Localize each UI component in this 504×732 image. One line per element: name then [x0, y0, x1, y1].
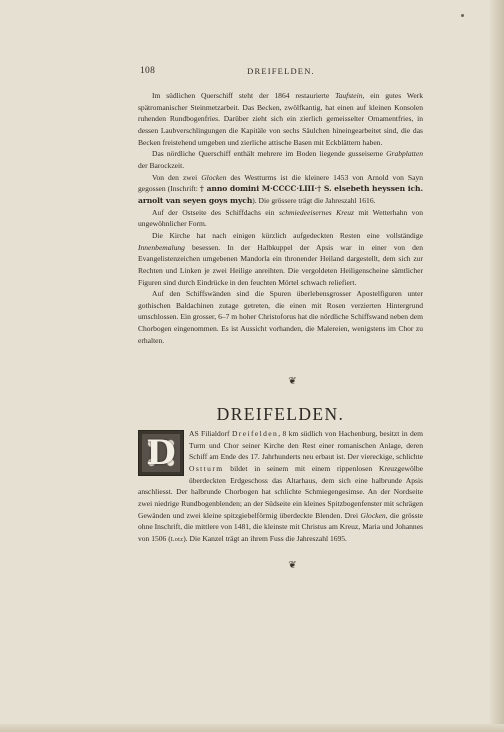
page-edge-bottom [0, 724, 504, 732]
scan-speck [461, 14, 464, 17]
paragraph-kreuz: Auf der Ostseite des Schiffdachs ein schmiedeeisernes Kreuz mit Wetterhahn von ungewöhnlicher Form. [138, 207, 423, 229]
section-title: DREIFELDEN. [216, 404, 345, 424]
paragraph-grabplatten: Das nördliche Querschiff enthält mehrere im Boden liegende gusseiserne Grabplatten der Barockzeit. [138, 149, 423, 170]
dropcap-letter: D [146, 433, 176, 473]
running-header [140, 66, 422, 80]
place-name: Dreifelden [231, 429, 279, 438]
main-text [138, 90, 423, 346]
term-ostturm: Ostturm [189, 463, 224, 473]
paragraph-taufstein: Im südlichen Querschiff steht der 1864 restaurierte Taufstein, ein gutes Werk spätromanischer Steinmetzarbeit. Das Becken, zwölfkantig, hat einen auf kleinen Konsolen ruhenden Rundbogenfries. Darüber zieht sich ein zierlich gemeisselter Ornamentfries, in dessen Laubverschlingungen die Kapitäle von sechs Säulchen hineingearbeitet sind, die das Becken freistehend umgeben und zierliche attische Basen mit Eckblättern haben. [138, 91, 423, 147]
page-edge-right [490, 0, 504, 732]
fleuron-ornament-top: ❦ [288, 376, 296, 387]
paragraph-glocken: Von den zwei Glocken des Westturms ist die kleinere 1453 von Arnold von Sayn gegossen (Inschrift: † anno domini M·CCCC·LIII·† S. elsebeth heyssen ich. arnolt van seyen goys mych). Die grössere trägt die Jahreszahl 1616. [138, 172, 423, 205]
section-text: D AS Filialdorf Dreifelden, 8 km südlich von Hachenburg, besitzt in dem Turm und Chor seiner Kirche den Rest einer romanischen Anlage, deren Schiff am Ende des 17. Jahrhunderts neu erbaut ist. Der viereckige, schlichte Ostturm bildet in seinem mit einem rippenlosen Kreuzgewölbe überdeckten Erdgeschoss das Altarhaus, dem sich eine halbrunde Apsis anschliesst. Der halbrunde Chorbogen hat schlichte Schmiegengesimse. An der Nordseite zwei niedrige Rundbogenblenden; an der Südseite ein kleines Spitzbogenfenster mit schrägen Gewänden und zwei kleine spitzgiebelförmig überdeckte Blenden. Drei Glocken, die grösste ohne Inschrift, die mittlere von 1481, die kleinste mit Christus am Kreuz, Maria und Johannes von 1506 (Lotz). Die Kanzel trägt an ihrem Fuss die Jahreszahl 1695. [138, 429, 424, 543]
paragraph-innenbemalung: Die Kirche hat nach einigen kürzlich aufgedeckten Resten eine vollständige Innenbemalung besessen. In der Halbkuppel der Apsis war in einer von den Evangelistenzeichen umgebenen Mandorla ein thronender Heiland dargestellt, dem sich zur Rechten und Linken je zwei Heilige anreihten. Die vergoldeten Heiligenscheine sämtlicher Figuren sind durch Eindrücke in den feuchten Mörtel schwach reliefiert. [138, 230, 423, 287]
paragraph-apostel: Auf den Schiffswänden sind die Spuren überlebensgrosser Apostelfiguren unter gothischen Baldachinen zutage getreten, die einen mit Rosen verzierten Hintergrund umschlossen. Ein grosser, 6–7 m hoher Christoforus hat die nördliche Schiffswand neben dem Chorbogen eingenommen. Es ist Aussicht vorhanden, die Malereien, wenigstens im Chor zu erhalten. [138, 289, 423, 345]
term-innenbemalung: Innenbemalung [138, 242, 185, 252]
bell-inscription: † anno domini M·CCCC·LIII·† S. elsebeth heyssen ich. arnolt van seyen goys mych [138, 184, 423, 205]
term-kreuz: schmiedeeisernes Kreuz [278, 207, 354, 217]
term-taufstein: Taufstein [335, 91, 363, 100]
term-glocken-2: Glocken [360, 510, 386, 520]
fleuron-ornament-bottom: ❦ [288, 560, 296, 571]
page-number: 108 [140, 66, 156, 76]
term-grabplatten: Grabplatten [386, 149, 423, 159]
citation-lotz: Lotz [170, 535, 184, 543]
term-glocken: Glocken [201, 172, 227, 182]
dropcap-initial [138, 430, 184, 476]
running-title: DREIFELDEN. [247, 66, 315, 76]
